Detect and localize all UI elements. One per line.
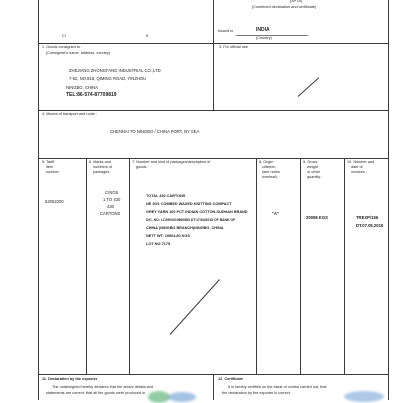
consignee-line-3: NINGBO, CHINA <box>66 85 98 90</box>
desc-line-1: TOTAL 430 CARTONS <box>146 194 186 198</box>
marks-line-4: CARTONS <box>100 211 121 216</box>
header-combined: (Combined declaration and certificate) <box>252 5 317 9</box>
col10-h3: invoices : <box>351 170 367 174</box>
col8-h4: overleaf) <box>262 175 277 179</box>
marks-line-1: C/NOS <box>105 190 119 195</box>
box12-line-2: the declaration by the exporter is correct. <box>222 391 291 395</box>
consignee-line-2: 7-52, NO.818, QIMING ROAD, YINZHOU <box>69 76 147 81</box>
col7-h2: goods : <box>136 165 149 169</box>
consignee-line-4: TEL:86-574-87709819 <box>66 92 117 98</box>
rule-footer-mid <box>213 374 214 400</box>
stamp-fragment-blue-right <box>344 391 384 402</box>
stamp-fragment-green <box>148 391 170 403</box>
box12-line-1: It is hereby certified on the basis of control carried out, that <box>228 385 327 389</box>
col-sep-7 <box>129 158 130 374</box>
official-use-stroke <box>298 77 319 96</box>
col5-h2: item <box>46 165 54 169</box>
issued-underline <box>236 35 308 36</box>
issued-label: Issued in <box>218 29 234 33</box>
col8-h1: 8. Origin <box>259 160 274 164</box>
rule-columns-top <box>38 158 389 159</box>
marks-line-2: 1 TO 430 <box>103 197 121 202</box>
issued-country-hint: (Country) <box>256 36 272 40</box>
rule-mid-vertical <box>213 0 214 110</box>
col8-h3: (see notes <box>262 170 280 174</box>
box1-sublabel: (Consignee's name, address, country) <box>46 51 111 55</box>
desc-line-6: NETT WT: 19504.80 KGS <box>146 234 190 238</box>
col10-h2: date of <box>351 165 363 169</box>
desc-line-3: GREY YARN 100 PCT INDIAN COTTON-SUDHAN BRAND <box>146 210 248 214</box>
box11-line-1: The undersigned hereby declares that the above details and <box>52 385 154 389</box>
box12-label: 12. Certificate <box>218 377 243 381</box>
transport-route: CHENNAI TO NINGBO / CHINA PORT, BY SEA <box>110 129 200 134</box>
desc-line-5: CHINA (NINGBO BRANCH)NINGBO, CHINA <box>146 226 224 230</box>
col8-h2: criterion <box>262 165 276 169</box>
invoice-number: TREXP/156 <box>356 215 379 220</box>
rule-box4-top <box>38 110 389 111</box>
gross-weight: 20098 KGS <box>306 215 328 220</box>
col5-h3: number <box>46 170 59 174</box>
box4-label: 4. Means of transport and route : <box>42 112 98 116</box>
col7-h1: 7. Number and kind of packages/description of <box>132 160 211 164</box>
issued-value: INDIA <box>256 27 270 33</box>
consignee-line-1: ZHEJIANG ZHONGFANG INDUSTRIAL CO.,LTD <box>69 68 161 73</box>
col9-h3: or other <box>307 170 321 174</box>
tariff-number: 52052200 <box>45 199 64 204</box>
col6-h2: numbers of <box>93 165 112 169</box>
col6-h3: packages : <box>93 170 112 174</box>
origin-criterion: "A" <box>272 211 279 216</box>
marks-line-3: 430 <box>107 204 114 209</box>
col9-h1: 9. Gross <box>303 160 318 164</box>
col-sep-6 <box>86 158 87 374</box>
col9-h4: quantity : <box>307 175 323 179</box>
header-apta: (APTA) <box>290 0 303 3</box>
box11-line-2: statements are correct; that all the goods were produced in <box>46 391 145 395</box>
col9-h2: weight <box>307 165 318 169</box>
stamp-fragment-blue-left <box>168 392 196 402</box>
frame-right <box>388 0 389 400</box>
col-sep-9 <box>300 158 301 374</box>
description-cancel-stroke <box>170 279 220 335</box>
desc-line-7: LOT NO:7175 <box>146 242 171 246</box>
desc-line-2: NE 30/1 COMBED WAXED KNITTING COMPACT <box>146 202 232 206</box>
col6-h1: 6. Marks and <box>89 160 111 164</box>
desc-line-4: D/C. NO: LC3903019800583 DT:17/04/2015 OF BANK OF <box>146 218 236 222</box>
col-sep-8 <box>256 158 257 374</box>
col-sep-10 <box>344 158 345 374</box>
box1-label: 1. Goods consigned to : <box>42 45 83 49</box>
frame-left <box>38 0 39 400</box>
box11-label: 11. Declaration by the exporter <box>42 377 98 381</box>
header-left-num: 5 <box>146 34 149 38</box>
invoice-date: DT.07.05.2015 <box>356 223 384 228</box>
col5-h1: 5. Tariff <box>42 160 55 164</box>
header-left-ci: CI <box>62 34 66 38</box>
box3-label: 3. For official use <box>219 45 248 49</box>
col10-h1: 10. Number and <box>347 160 375 164</box>
